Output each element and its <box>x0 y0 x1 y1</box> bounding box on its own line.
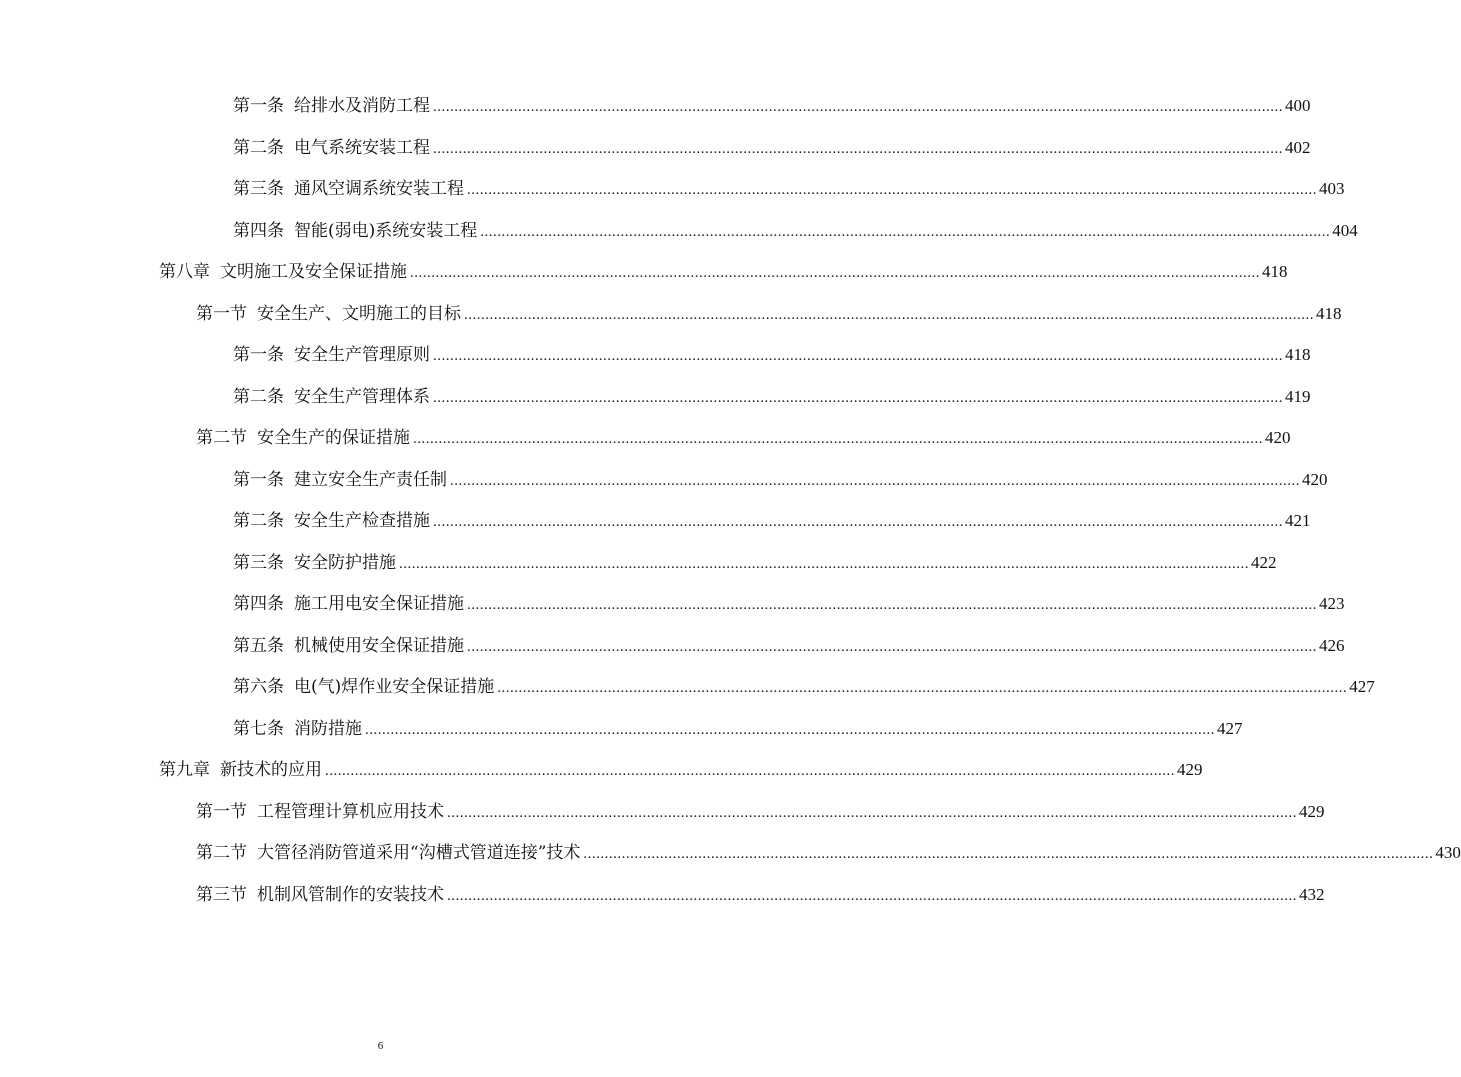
toc-entry-title: 电气系统安装工程 <box>294 137 430 158</box>
toc-entry-page-number: 420 <box>1265 428 1291 447</box>
toc-entry-page-number: 418 <box>1316 303 1342 323</box>
toc-entry-page-number: 427 <box>1349 677 1375 696</box>
toc-entry-page-number: 400 <box>1285 96 1311 115</box>
toc-entry[interactable] <box>0 175 1345 217</box>
toc-entry[interactable] <box>0 632 1345 674</box>
toc-entry-page-number: 429 <box>1177 760 1203 779</box>
toc-entry[interactable] <box>0 673 1375 715</box>
toc-entry-title: 新技术的应用 <box>220 760 322 780</box>
toc-entry-page-number: 418 <box>1285 345 1311 364</box>
toc-entry[interactable] <box>0 798 1325 840</box>
toc-entry-page-number: 422 <box>1251 552 1277 572</box>
toc-entry[interactable] <box>0 300 1342 342</box>
toc-entry[interactable] <box>0 383 1311 425</box>
toc-entry-label: 第二节 <box>196 843 247 863</box>
toc-entry-label: 第二条 <box>233 137 284 158</box>
toc-entry-page-number: 403 <box>1319 179 1345 198</box>
toc-entry-page-number: 421 <box>1285 511 1311 530</box>
toc-entry-title: 安全生产、文明施工的目标 <box>257 303 461 324</box>
toc-entry[interactable] <box>0 839 1461 881</box>
dot-leader: ........................................................................................................................................................................................................ <box>467 638 1317 655</box>
dot-leader: ........................................................................................................................................................................................................ <box>325 763 1175 779</box>
toc-entry[interactable] <box>0 341 1311 383</box>
toc-entry-page-number: 419 <box>1285 386 1311 406</box>
toc-entry-title: 安全生产的保证措施 <box>257 428 410 448</box>
toc-entry[interactable] <box>0 217 1358 259</box>
dot-leader: ........................................................................................................................................................................................................ <box>467 182 1317 198</box>
dot-leader: ........................................................................................................................................................................................................ <box>433 514 1283 530</box>
toc-entry-label: 第九章 <box>159 760 210 780</box>
toc-entry-label: 第一节 <box>196 303 247 324</box>
toc-entry-label: 第二条 <box>233 511 284 531</box>
toc-entry-label: 第二条 <box>233 386 284 407</box>
toc-entry-page-number: 426 <box>1319 635 1345 655</box>
dot-leader: ........................................................................................................................................................................................................ <box>497 680 1348 696</box>
toc-entry-label: 第三条 <box>233 179 284 199</box>
toc-entry-title: 电(气)焊作业安全保证措施 <box>294 677 495 697</box>
toc-entry-page-number: 432 <box>1299 884 1325 904</box>
toc-entry-label: 第四条 <box>233 220 284 241</box>
page-number: 6 <box>377 1040 384 1052</box>
dot-leader: ........................................................................................................................................................................................................ <box>467 597 1317 613</box>
toc-entry[interactable] <box>0 92 1311 134</box>
toc-entry-title: 安全生产检查措施 <box>294 511 430 531</box>
toc-entry-label: 第二节 <box>196 428 247 448</box>
toc-entry-page-number: 420 <box>1302 469 1328 489</box>
dot-leader: ........................................................................................................................................................................................................ <box>583 846 1434 862</box>
toc-entry-label: 第五条 <box>233 635 284 656</box>
dot-leader: ........................................................................................................................................................................................................ <box>450 472 1300 489</box>
toc-entry-title: 智能(弱电)系统安装工程 <box>294 220 478 241</box>
toc-entry-label: 第一条 <box>233 469 284 490</box>
toc-entry[interactable] <box>0 424 1291 466</box>
toc-entry-title: 大管径消防管道采用“沟槽式管道连接”技术 <box>257 843 581 863</box>
toc-entry-title: 机械使用安全保证措施 <box>294 635 464 656</box>
toc-entry-title: 安全生产管理体系 <box>294 386 430 407</box>
dot-leader: ........................................................................................................................................................................................................ <box>399 555 1249 572</box>
dot-leader: ........................................................................................................................................................................................................ <box>413 431 1263 447</box>
toc-entry-title: 通风空调系统安装工程 <box>294 179 464 199</box>
toc-entry[interactable] <box>0 715 1243 757</box>
dot-leader: ........................................................................................................................................................................................................ <box>447 804 1297 821</box>
dot-leader: ........................................................................................................................................................................................................ <box>433 99 1283 115</box>
dot-leader: ........................................................................................................................................................................................................ <box>433 140 1283 157</box>
dot-leader: ........................................................................................................................................................................................................ <box>365 721 1215 738</box>
dot-leader: ........................................................................................................................................................................................................ <box>410 265 1260 281</box>
toc-entry-label: 第一条 <box>233 96 284 116</box>
toc-entry-title: 安全防护措施 <box>294 552 396 573</box>
toc-entry-page-number: 402 <box>1285 137 1311 157</box>
toc-entry-page-number: 418 <box>1262 262 1288 281</box>
dot-leader: ........................................................................................................................................................................................................ <box>464 306 1314 323</box>
toc-entry[interactable] <box>0 756 1203 798</box>
toc-entry-title: 文明施工及安全保证措施 <box>220 262 407 282</box>
dot-leader: ........................................................................................................................................................................................................ <box>480 223 1331 240</box>
toc-entry-label: 第七条 <box>233 718 284 739</box>
dot-leader: ........................................................................................................................................................................................................ <box>433 389 1283 406</box>
toc-entry-label: 第一节 <box>196 801 247 822</box>
toc-entry-title: 建立安全生产责任制 <box>294 469 447 490</box>
toc-entry[interactable] <box>0 258 1288 300</box>
toc-entry[interactable] <box>0 507 1311 549</box>
dot-leader: ........................................................................................................................................................................................................ <box>433 348 1283 364</box>
toc-entry-page-number: 430 <box>1435 843 1461 862</box>
toc-entry-label: 第四条 <box>233 594 284 614</box>
toc-entry-label: 第六条 <box>233 677 284 697</box>
dot-leader: ........................................................................................................................................................................................................ <box>447 887 1297 904</box>
toc-entry-label: 第三条 <box>233 552 284 573</box>
toc-entry-page-number: 404 <box>1332 220 1358 240</box>
toc-entry-title: 施工用电安全保证措施 <box>294 594 464 614</box>
toc-entry-label: 第八章 <box>159 262 210 282</box>
toc-entry[interactable] <box>0 549 1277 591</box>
toc-entry-page-number: 427 <box>1217 718 1243 738</box>
toc-entry-title: 安全生产管理原则 <box>294 345 430 365</box>
toc-entry-title: 给排水及消防工程 <box>294 96 430 116</box>
toc-entry-title: 工程管理计算机应用技术 <box>257 801 444 822</box>
toc-entry-page-number: 423 <box>1319 594 1345 613</box>
toc-entry[interactable] <box>0 466 1328 508</box>
toc-entry-title: 机制风管制作的安装技术 <box>257 884 444 905</box>
toc-entry-page-number: 429 <box>1299 801 1325 821</box>
toc-entry[interactable] <box>0 590 1345 632</box>
toc-entry[interactable] <box>0 881 1325 923</box>
toc-entry-label: 第三节 <box>196 884 247 905</box>
table-of-contents <box>0 92 1461 922</box>
toc-entry-label: 第一条 <box>233 345 284 365</box>
toc-entry[interactable] <box>0 134 1311 176</box>
toc-entry-title: 消防措施 <box>294 718 362 739</box>
